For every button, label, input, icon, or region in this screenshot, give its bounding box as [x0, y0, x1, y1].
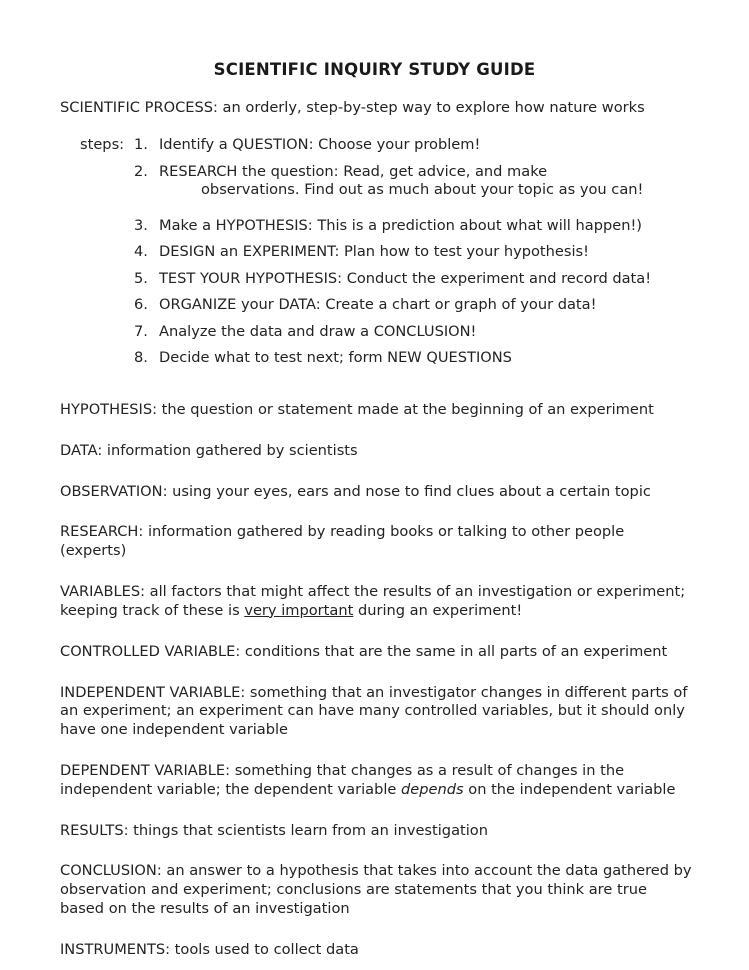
definition-text: DATA: information gathered by scientists — [60, 441, 358, 459]
step-number: 7. — [134, 322, 148, 340]
step-item — [134, 323, 700, 342]
step-text: DESIGN an EXPERIMENT: Plan how to test your hypothesis! — [159, 243, 589, 261]
step-item — [134, 217, 700, 236]
step-item — [134, 136, 700, 155]
step-text: Identify a QUESTION: Choose your problem! — [159, 136, 481, 153]
definition-entry — [60, 822, 692, 841]
step-item — [134, 243, 700, 262]
step-number: 4. — [134, 243, 148, 261]
step-item — [134, 270, 700, 289]
step-text: ORGANIZE your DATA: Create a chart or graph of your data! — [159, 296, 597, 314]
step-text: TEST YOUR HYPOTHESIS: Conduct the experiment and record data! — [159, 269, 652, 287]
definitions-list — [60, 401, 692, 960]
step-number: 1. — [134, 136, 148, 153]
definition-text: HYPOTHESIS: the question or statement made at the beginning of an experiment — [60, 401, 654, 418]
step-text: Decide what to test next; form NEW QUESTIONS — [159, 349, 512, 367]
step-item — [134, 163, 700, 200]
step-number: 2. — [134, 162, 148, 180]
definition-text: INDEPENDENT VARIABLE: something that an investigator changes in different parts of an experiment; an experiment can have many controlled variables, but it should only have one independent variable — [60, 683, 688, 739]
definition-entry — [60, 941, 692, 960]
definition-entry — [60, 523, 692, 561]
definition-text: DEPENDENT VARIABLE: something that changes as a result of changes in the independent variable; the dependent variable — [60, 761, 625, 798]
step-text: RESEARCH the question: Read, get advice, and make observations. Find out as much about your topic as you can! — [159, 163, 700, 200]
definition-entry — [60, 401, 692, 420]
definition-text: VARIABLES: all factors that might affect the results of an investigation or experiment; keeping track of these is — [60, 583, 686, 619]
step-text: Analyze the data and draw a CONCLUSION! — [159, 322, 477, 340]
step-number: 6. — [134, 296, 148, 314]
definition-text: during an experiment! — [353, 601, 523, 619]
definition-entry — [60, 583, 692, 621]
steps-row — [80, 136, 700, 368]
definition-text: CONCLUSION: an answer to a hypothesis that takes into account the data gathered by observation and experiment; conclusions are statements that you think are true based on the results of an investigation — [60, 862, 692, 917]
definition-entry — [60, 862, 692, 918]
definition-text: INSTRUMENTS: tools used to collect data — [60, 940, 359, 958]
steps-block — [80, 136, 700, 368]
steps-list — [134, 136, 700, 368]
definition-entry — [60, 684, 692, 740]
step-number: 5. — [134, 269, 148, 287]
definition-text: on the independent variable — [463, 780, 676, 798]
definition-text: RESEARCH: information gathered by reading books or talking to other people (experts) — [60, 523, 625, 560]
step-continuation: observations. Find out as much about your topic as you can! — [201, 181, 644, 199]
definition-text: CONTROLLED VARIABLE: conditions that are the same in all parts of an experiment — [60, 642, 668, 660]
page-title: SCIENTIFIC INQUIRY STUDY GUIDE — [213, 60, 536, 79]
definition-text: RESULTS: things that scientists learn from an investigation — [60, 821, 488, 839]
steps-label: steps: — [80, 136, 125, 153]
emphasis-underline: very important — [244, 601, 354, 619]
step-item — [134, 296, 700, 315]
step-number: 8. — [134, 349, 148, 367]
emphasis-italic: depends — [401, 780, 464, 798]
definition-entry — [60, 483, 692, 502]
definition-text: OBSERVATION: using your eyes, ears and nose to find clues about a certain topic — [60, 482, 651, 500]
definition-entry — [60, 643, 692, 662]
step-text: Make a HYPOTHESIS: This is a prediction about what will happen!) — [159, 216, 642, 234]
scientific-process-intro: SCIENTIFIC PROCESS: an orderly, step-by-step way to explore how nature works — [60, 99, 645, 116]
step-number: 3. — [134, 216, 148, 234]
definition-entry — [60, 442, 692, 461]
step-item — [134, 349, 700, 368]
definition-entry — [60, 762, 692, 800]
